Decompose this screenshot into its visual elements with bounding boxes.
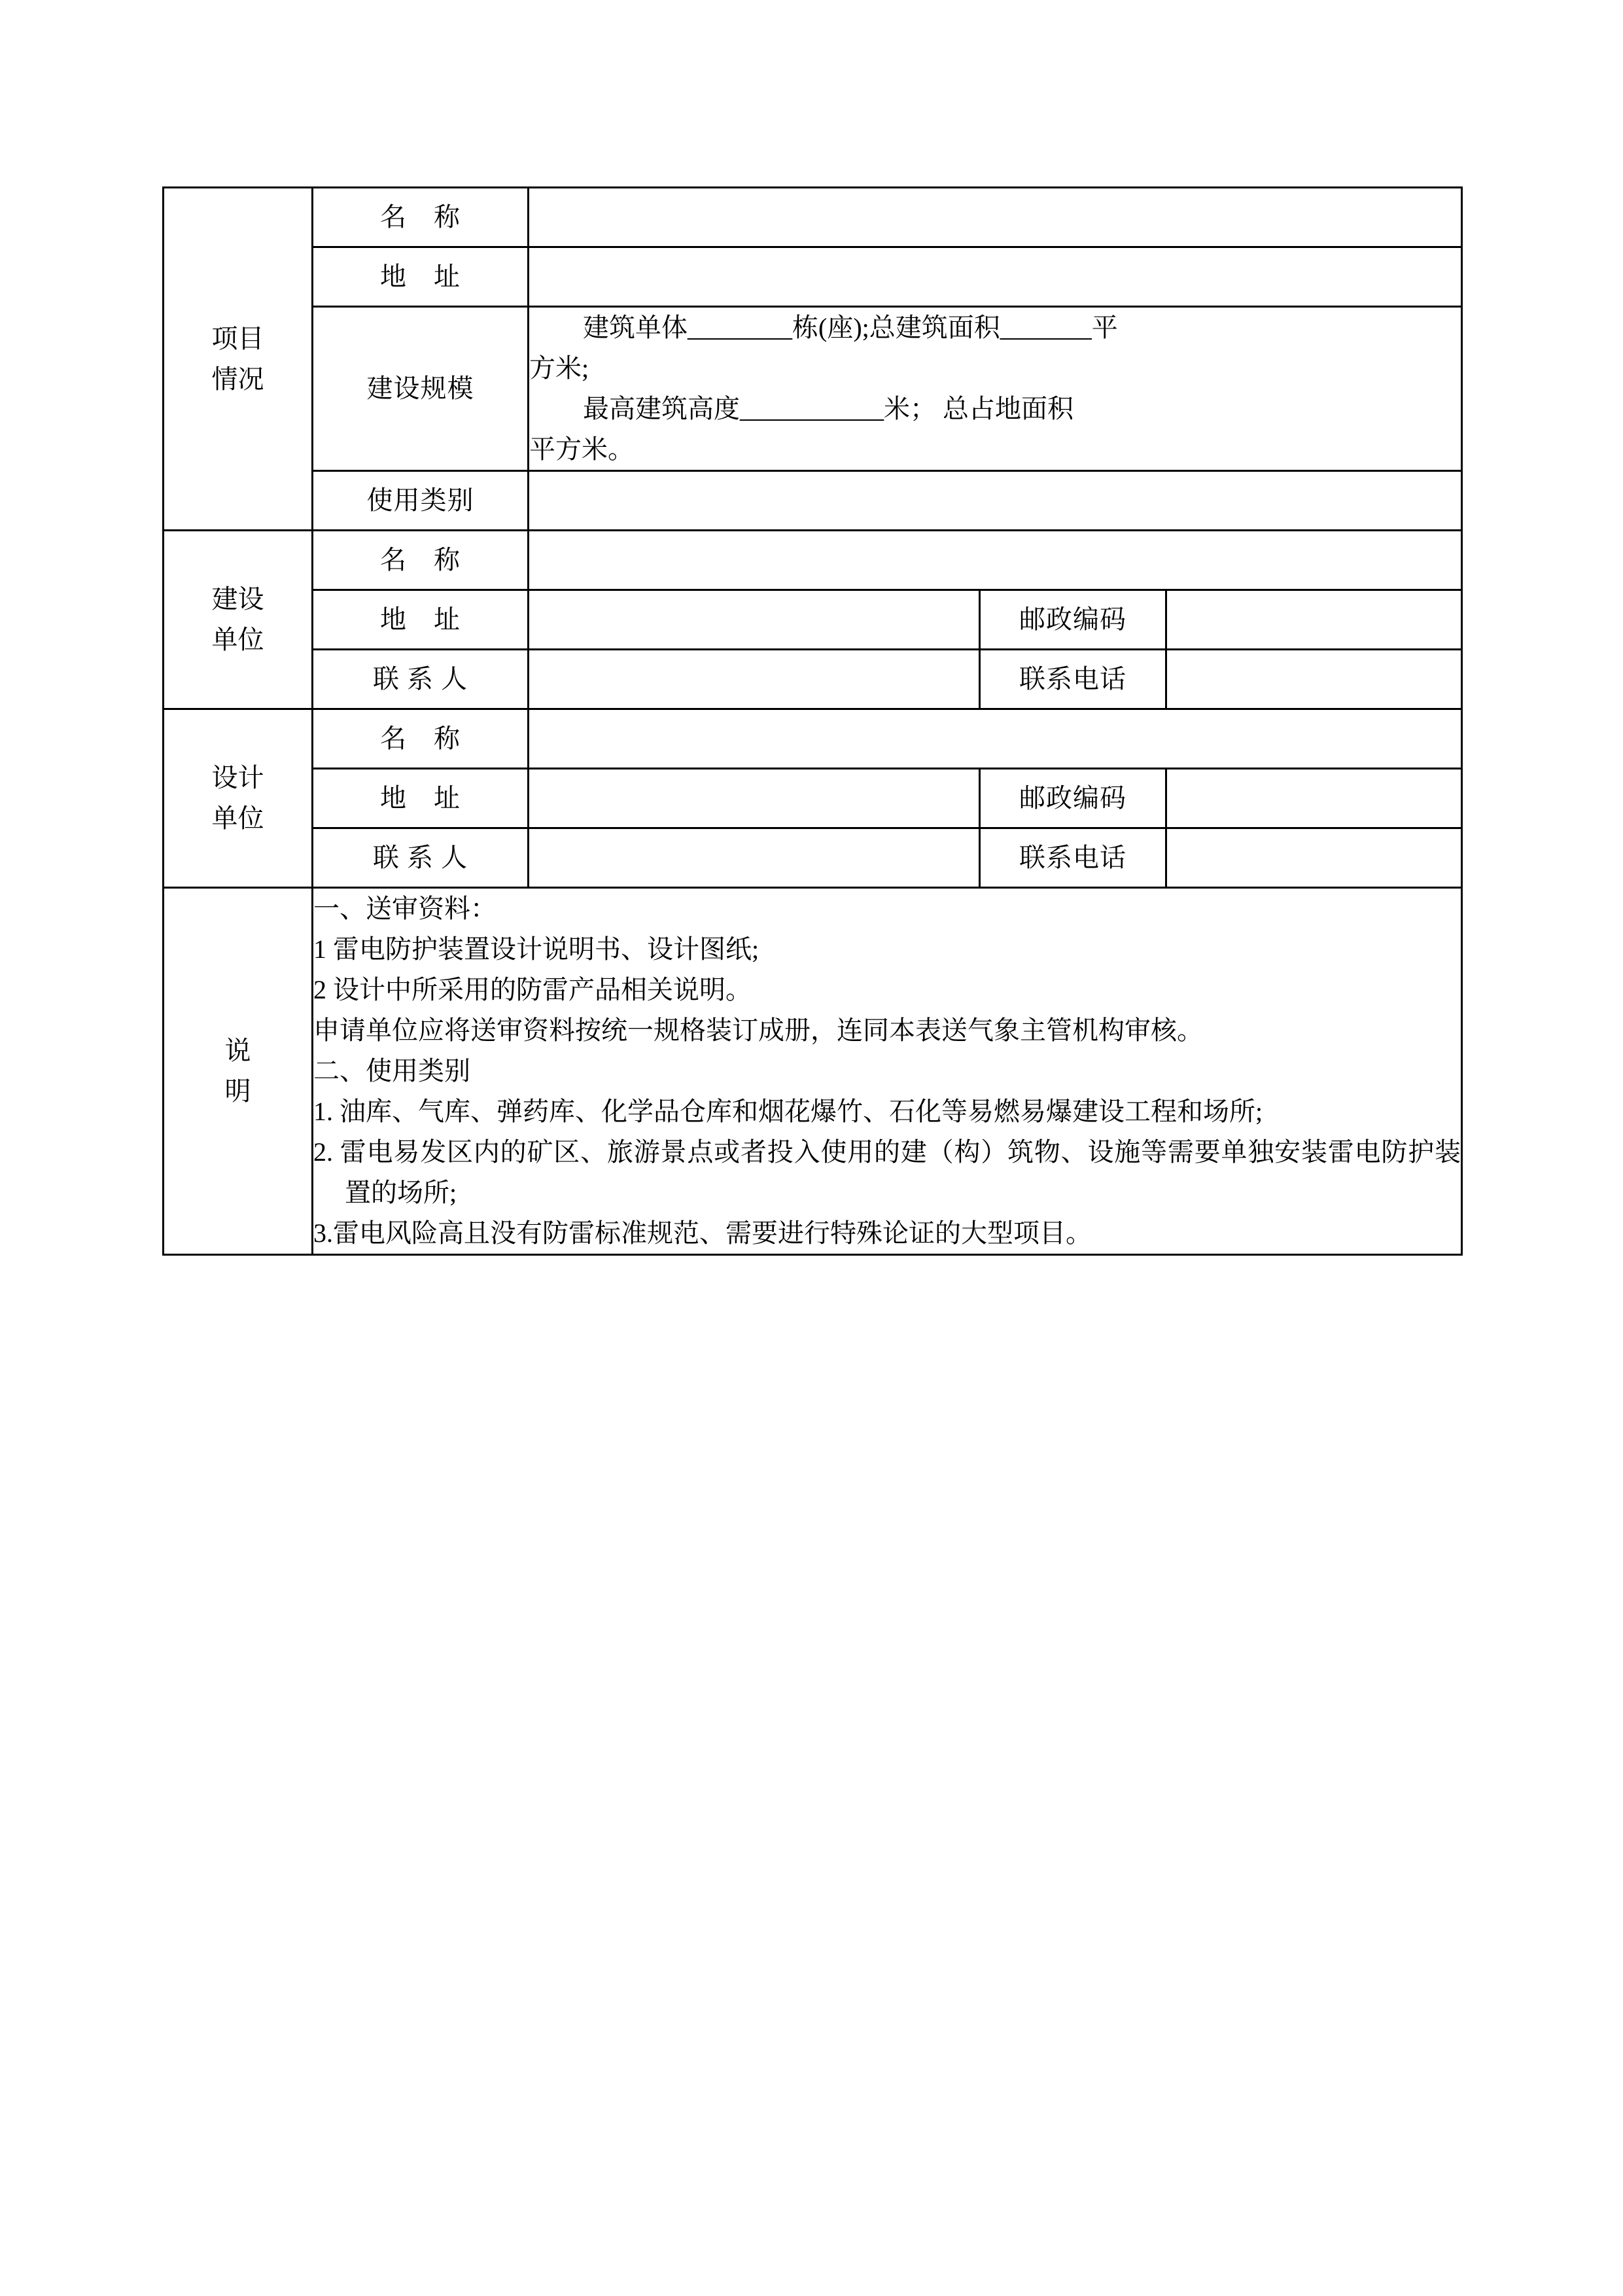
project-name-label: 名 称 [313,188,529,247]
section-label-construction-unit [164,531,313,709]
notes-paragraph-6: 1. 油库、气库、弹药库、化学品仓库和烟花爆竹、石化等易燃易爆建设工程和场所; [313,1097,1263,1126]
section-label-construction-line2: 单位 [211,625,264,654]
table-row [164,828,1462,888]
design-address-value[interactable] [529,769,980,828]
section-label-notes-line2: 明 [224,1076,251,1106]
notes-paragraph-4: 申请单位应将送审资料按统一规格装订成册，连同本表送气象主管机构审核。 [313,1016,1203,1045]
project-usage-label: 使用类别 [313,471,529,531]
construction-postcode-label: 邮政编码 [980,590,1166,650]
section-label-project-line1: 项目 [211,323,264,353]
design-postcode-value[interactable] [1166,769,1462,828]
scale-line-1: 建筑单体________栋(座);总建筑面积_______平 [583,313,1118,342]
section-label-notes [164,888,313,1255]
design-name-value[interactable] [529,709,1462,769]
form-container [162,186,1461,1256]
construction-address-label: 地 址 [313,590,529,650]
construction-postcode-value[interactable] [1166,590,1462,650]
design-phone-label: 联系电话 [980,828,1166,888]
table-row [164,590,1462,650]
project-name-value[interactable] [529,188,1462,247]
notes-paragraph-2: 1 雷电防护装置设计说明书、设计图纸; [313,934,759,964]
section-label-design-line2: 单位 [211,804,264,833]
construction-name-value[interactable] [529,531,1462,590]
design-phone-value[interactable] [1166,828,1462,888]
project-scale-label: 建设规模 [313,307,529,471]
design-name-label: 名 称 [313,709,529,769]
table-row [164,650,1462,709]
notes-paragraph-7: 2. 雷电易发区内的矿区、旅游景点或者投入使用的建（构）筑物、设施等需要单独安装雷电防护装置的场所; [313,1137,1461,1207]
scale-line-3: 最高建筑高度___________米； 总占地面积 [583,394,1073,423]
scale-line-4: 平方米。 [529,434,634,464]
project-usage-value[interactable] [529,471,1462,531]
construction-name-label: 名 称 [313,531,529,590]
table-row [164,709,1462,769]
project-scale-value[interactable] [529,307,1462,471]
section-label-project-line2: 情况 [211,364,264,394]
notes-paragraph-1: 一、送审资料： [313,894,497,923]
section-label-notes-line1: 说 [224,1036,251,1065]
notes-paragraph-3: 2 设计中所采用的防雷产品相关说明。 [313,975,752,1004]
design-contact-value[interactable] [529,828,980,888]
construction-contact-value[interactable] [529,650,980,709]
project-address-value[interactable] [529,247,1462,307]
construction-address-value[interactable] [529,590,980,650]
design-address-label: 地 址 [313,769,529,828]
table-row [164,188,1462,247]
notes-paragraph-5: 二、使用类别 [313,1056,470,1086]
application-form-table [162,186,1463,1256]
section-label-project [164,188,313,531]
notes-content [313,888,1462,1255]
construction-contact-label: 联 系 人 [313,650,529,709]
construction-phone-value[interactable] [1166,650,1462,709]
table-row [164,769,1462,828]
table-row [164,888,1462,1255]
table-row [164,531,1462,590]
section-label-construction-line1: 建设 [211,584,264,614]
design-contact-label: 联 系 人 [313,828,529,888]
table-row [164,471,1462,531]
design-postcode-label: 邮政编码 [980,769,1166,828]
section-label-design-line1: 设计 [211,763,264,792]
notes-paragraph-8: 3.雷电风险高且没有防雷标准规范、需要进行特殊论证的大型项目。 [313,1218,1092,1248]
section-label-design-unit [164,709,313,888]
construction-phone-label: 联系电话 [980,650,1166,709]
table-row [164,307,1462,471]
scale-line-2: 方米; [529,353,589,383]
table-row [164,247,1462,307]
project-address-label: 地 址 [313,247,529,307]
